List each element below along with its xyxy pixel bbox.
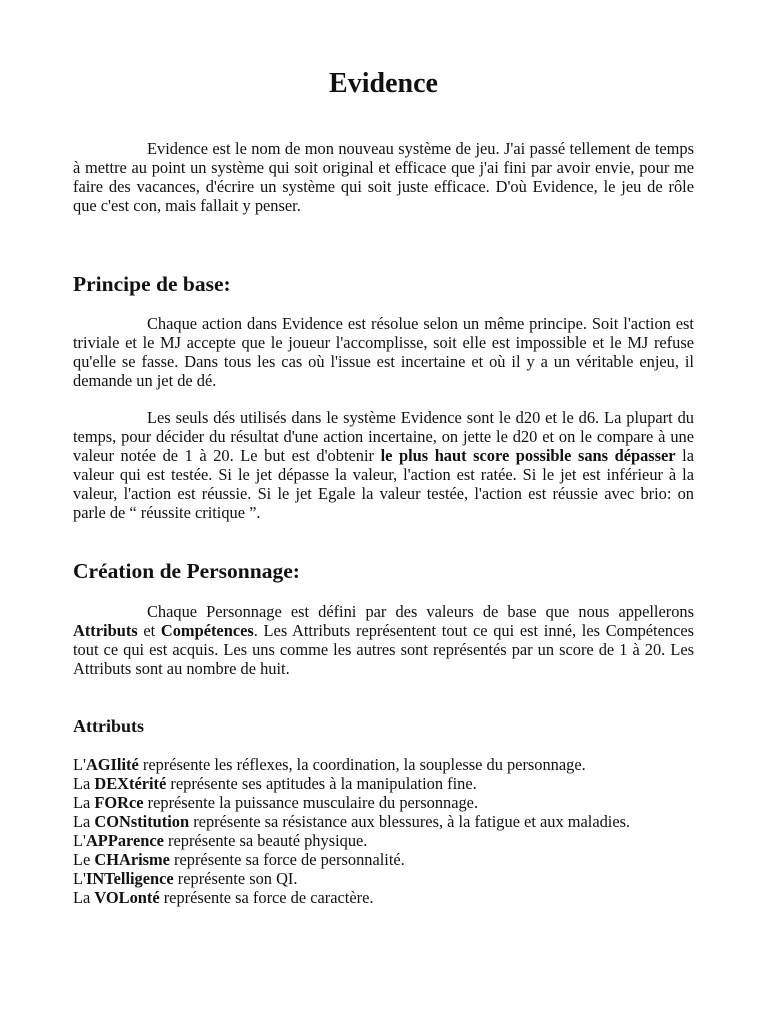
- list-item: [73, 888, 694, 907]
- attr-prefix: Le: [73, 850, 95, 869]
- principe-heading: Principe de base:: [73, 272, 231, 296]
- principe-paragraph-2-bold: le plus haut score possible sans dépasser: [380, 446, 676, 465]
- document-title: Evidence: [329, 68, 438, 99]
- list-item: [73, 831, 694, 850]
- list-item: [73, 755, 694, 774]
- attr-prefix: L': [73, 755, 86, 774]
- attr-name: VOLonté: [94, 888, 160, 907]
- attributs-heading: Attributs: [73, 716, 144, 736]
- intro-paragraph: Evidence est le nom de mon nouveau système de jeu. J'ai passé tellement de temps à mettre au point un système qui soit original et efficace que j'ai fini par avoir envie, pour me faire des vacances, d'écrire un système qui soit juste efficace. D'où Evidence, le jeu de rôle que c'est con, mais fallait y penser.: [73, 139, 694, 215]
- creation-paragraph: [73, 602, 694, 678]
- list-item: [73, 850, 694, 869]
- attr-prefix: La: [73, 888, 95, 907]
- attr-name: CONstitution: [94, 812, 190, 831]
- list-item: [73, 774, 694, 793]
- attr-name: DEXtérité: [94, 774, 167, 793]
- attr-desc: représente ses aptitudes à la manipulation fine.: [166, 774, 477, 793]
- creation-paragraph-part1: Chaque Personnage est défini par des valeurs de base que nous appellerons: [147, 602, 694, 621]
- attr-prefix: La: [73, 774, 95, 793]
- attr-name: CHArisme: [94, 850, 170, 869]
- principe-paragraph-2: [73, 408, 694, 522]
- attr-prefix: L': [73, 869, 86, 888]
- attr-prefix: La: [73, 793, 95, 812]
- creation-paragraph-part2: et: [137, 621, 161, 640]
- attr-prefix: L': [73, 831, 86, 850]
- attr-name: FORce: [94, 793, 144, 812]
- attr-desc: représente sa résistance aux blessures, à la fatigue et aux maladies.: [189, 812, 631, 831]
- list-item: [73, 812, 694, 831]
- creation-paragraph-bold-competences: Compétences: [160, 621, 254, 640]
- attributs-list: [73, 755, 694, 907]
- principe-paragraph-2-before: Les seuls dés utilisés dans le système Evidence sont le d20 et le d6. La plupart du temps, pour décider du résultat d'une action incertaine, on jette le d20 et on le compare à une valeur notée de 1 à 20. Le but est d'obtenir: [73, 408, 694, 465]
- principe-paragraph-1: Chaque action dans Evidence est résolue selon un même principe. Soit l'action est triviale et le MJ accepte que le joueur l'accomplisse, soit elle est impossible et le MJ refuse qu'elle se fasse. Dans tous les cas où l'issue est incertaine et où il y a un véritable enjeu, il demande un jet de dé.: [73, 314, 694, 390]
- creation-paragraph-bold-attributs: Attributs: [73, 621, 138, 640]
- principe-paragraph-2-after: la valeur qui est testée. Si le jet dépasse la valeur, l'action est ratée. Si le jet est inférieur à la valeur, l'action est réussie. Si le jet Egale la valeur testée, l'action est réussie avec brio: on parle de “ réussite critique ”.: [73, 446, 694, 522]
- list-item: [73, 869, 694, 888]
- list-item: [73, 793, 694, 812]
- creation-heading: Création de Personnage:: [73, 559, 300, 583]
- attr-desc: représente les réflexes, la coordination, la souplesse du personnage.: [138, 755, 586, 774]
- attr-desc: représente sa force de caractère.: [159, 888, 374, 907]
- creation-paragraph-part3: . Les Attributs représentent tout ce qui est inné, les Compétences tout ce qui est acquis. Les uns comme les autres sont représentés par un score de 1 à 20. Les Attributs sont au nombre de huit.: [73, 621, 694, 678]
- attr-name: INTelligence: [85, 869, 174, 888]
- attr-desc: représente la puissance musculaire du personnage.: [143, 793, 479, 812]
- attr-desc: représente sa force de personnalité.: [169, 850, 405, 869]
- attr-name: APParence: [85, 831, 164, 850]
- attr-desc: représente son QI.: [173, 869, 298, 888]
- attr-prefix: La: [73, 812, 95, 831]
- attr-name: AGIlité: [85, 755, 139, 774]
- attr-desc: représente sa beauté physique.: [163, 831, 368, 850]
